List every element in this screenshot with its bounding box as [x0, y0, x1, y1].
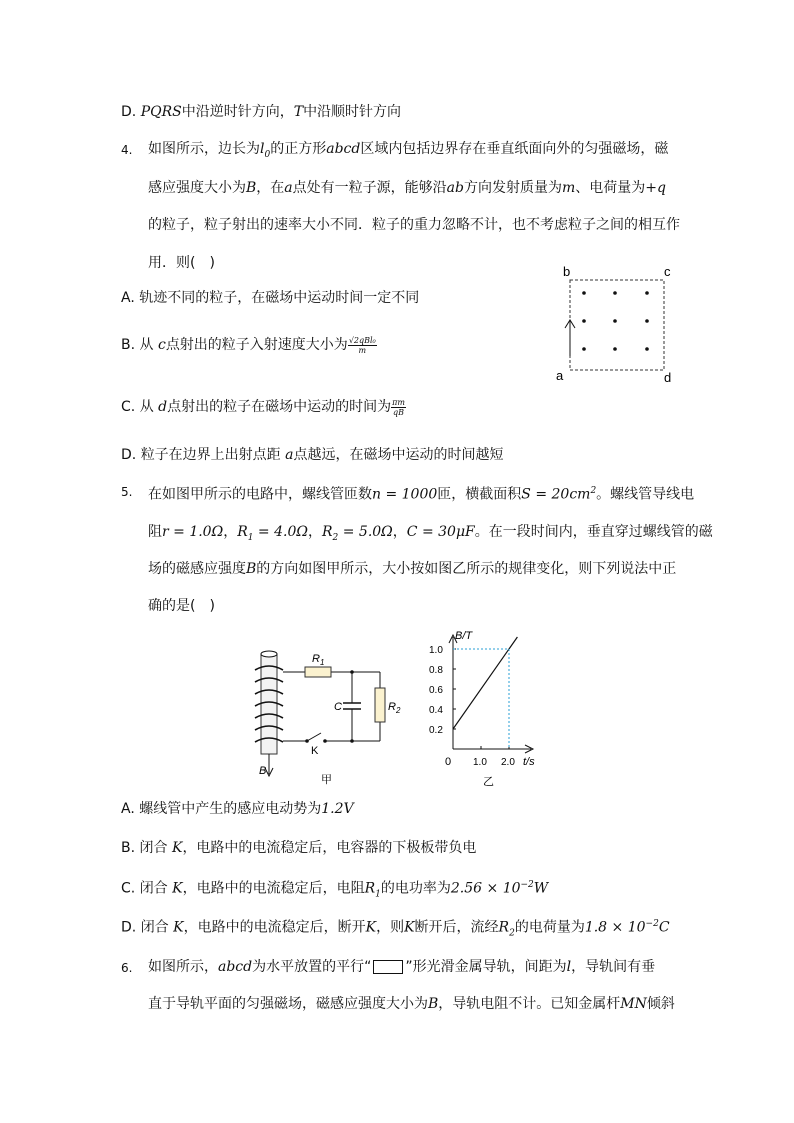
- resistor-r2: [375, 688, 385, 722]
- corner-label-b: b: [563, 264, 571, 279]
- figure-caption: 甲: [321, 774, 332, 786]
- q3-option-d: D. PQRS中沿逆时针方向，T中沿顺时针方向: [121, 104, 402, 120]
- q4-option-b: B. 从 c点射出的粒子入射速度大小为 $\frac{\text{√2qBl₀}}{m}$: [121, 335, 376, 355]
- fraction: $\frac{\pi m}{qB}$: [392, 397, 405, 417]
- fraction: $\frac{\text{√2qBl₀}}{m}$: [348, 335, 376, 355]
- corner-label-a: a: [556, 368, 564, 383]
- y-tick-label: 0.8: [429, 665, 443, 676]
- field-dots: [582, 291, 649, 351]
- q5-option-d: D. 闭合 K，电路中的电流稳定后，断开K，则K断开后，流经$R_2$的电荷量为$1.8 \times 10^{-2}C$: [121, 919, 670, 939]
- svg-text:B: B: [259, 765, 267, 777]
- question-text-line: 如图所示，边长为$l_0$的正方形abcd区域内包括边界存在垂直纸面向外的匀强磁场，磁: [148, 141, 669, 160]
- origin-label: 0: [445, 756, 452, 768]
- series-line: [453, 637, 517, 729]
- question-text-line: 阻r = 1.0Ω，$R_1 = 4.0\Omega$，$R_2 = 5.0\Omega$，C = 30μF。在一段时间内，垂直穿过螺线管的磁: [148, 524, 713, 543]
- q4-option-c: C. 从 d点射出的粒子在磁场中运动的时间为 $\frac{\pi m}{qB}$: [121, 397, 405, 417]
- question-text-line: 感应强度大小为B，在a点处有一粒子源，能够沿ab方向发射质量为m、电荷量为+q: [148, 180, 666, 196]
- q5-option-a: A. 螺线管中产生的感应电动势为1.2V: [121, 801, 354, 817]
- y-tick-label: 0.2: [429, 725, 443, 736]
- x-tick-label: 1.0: [473, 757, 487, 768]
- question-text-line: 如图所示，abcd为水平放置的平行“ ”形光滑金属导轨，间距为l，导轨间有垂: [148, 959, 656, 975]
- q4-magnetic-field-figure: [552, 260, 682, 390]
- question-text-line: 确的是( ): [148, 598, 215, 614]
- switch-blade: [307, 733, 321, 741]
- y-axis-label: B/T: [455, 630, 473, 642]
- q5-option-c: C. 闭合 K，电路中的电流稳定后，电阻$R_1$的电功率为$2.56 \times 10^{-2}W$: [121, 880, 549, 900]
- question-number: 5.: [121, 485, 133, 499]
- question-text-line: 用．则( ): [148, 255, 215, 271]
- resistor-r1: [305, 667, 331, 677]
- figure-caption: 乙: [483, 776, 494, 788]
- corner-label-d: d: [664, 370, 672, 385]
- q4-option-a: A. 轨迹不同的粒子，在磁场中运动时间一定不同: [121, 290, 420, 306]
- corner-label-c: c: [664, 264, 671, 279]
- question-number: 4.: [121, 143, 133, 157]
- rail-shape-icon: [373, 960, 403, 974]
- q4-option-d: D. 粒子在边界上出射点距 a点越远，在磁场中运动的时间越短: [121, 447, 504, 463]
- svg-text:R2: $R_2$: [388, 701, 401, 715]
- question-text-line: 直于导轨平面的匀强磁场，磁感应强度大小为B，导轨电阻不计。已知金属杆MN倾斜: [148, 996, 675, 1012]
- question-number: 6.: [121, 961, 133, 975]
- y-tick-label: 0.6: [429, 685, 443, 696]
- x-tick-label: 2.0: [501, 757, 515, 768]
- x-axis-label: t/s: [523, 756, 535, 768]
- question-text-line: 的粒子，粒子射出的速率大小不同．粒子的重力忽略不计，也不考虑粒子之间的相互作: [148, 217, 680, 233]
- y-tick-label: 1.0: [429, 645, 443, 656]
- svg-text:R1: $R_1$: [312, 653, 325, 667]
- question-text-line: 在如图甲所示的电路中，螺线管匝数n = 1000匝，横截面积$S = 20cm^2$。螺线管导线电: [148, 486, 695, 503]
- q5-circuit-diagram: [245, 640, 415, 790]
- q5-bt-graph: [425, 625, 545, 790]
- question-text-line: 场的磁感应强度B的方向如图甲所示，大小按如图乙所示的规律变化，则下列说法中正: [148, 561, 677, 577]
- svg-text:K: K: [311, 745, 319, 757]
- svg-text:C: C: [334, 701, 342, 713]
- y-tick-label: 0.4: [429, 705, 443, 716]
- q5-option-b: B. 闭合 K，电路中的电流稳定后，电容器的下极板带负电: [121, 840, 477, 856]
